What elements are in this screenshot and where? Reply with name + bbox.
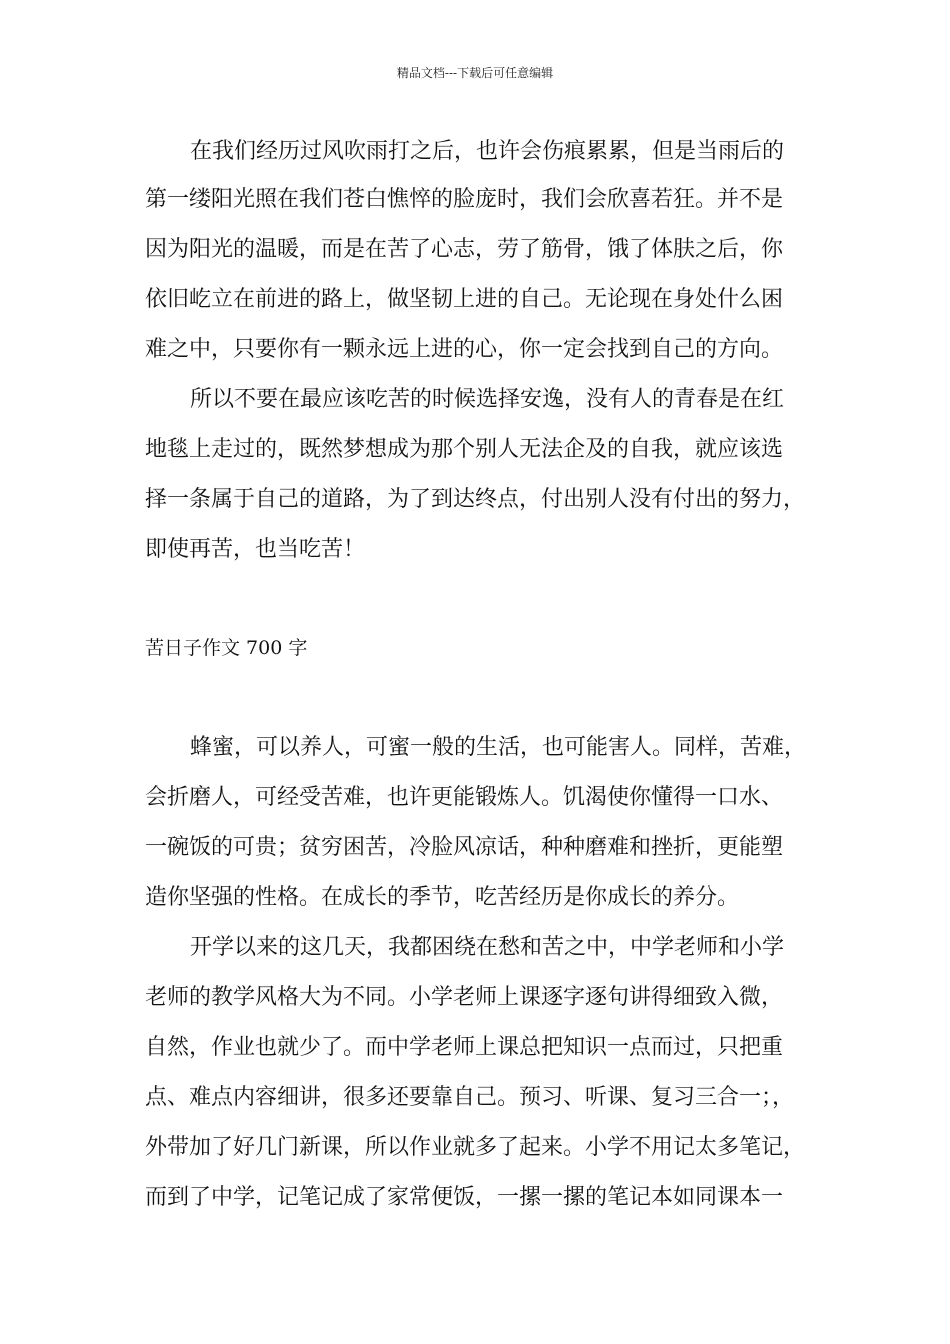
paragraph-3-line-4: 造你坚强的性格。在成长的季节，吃苦经历是你成长的养分。 <box>145 885 740 910</box>
paragraph-2-line-2: 地毯上走过的，既然梦想成为那个别人无法企及的自我，就应该选 <box>145 437 784 462</box>
paragraph-4-line-6: 而到了中学，记笔记成了家常便饭，一摞一摞的笔记本如同课本一 <box>145 1185 784 1210</box>
paragraph-2-line-3: 择一条属于自己的道路，为了到达终点，付出别人没有付出的努力， <box>145 487 806 512</box>
paragraph-3-line-3: 一碗饭的可贵；贫穷困苦，冷脸风凉话，种种磨难和挫折，更能塑 <box>145 835 784 860</box>
paragraph-3-line-2: 会折磨人，可经受苦难，也许更能锻炼人。饥渴使你懂得一口水、 <box>145 785 784 810</box>
paragraph-4-line-1: 开学以来的这几天，我都困绕在愁和苦之中，中学老师和小学 <box>190 935 785 960</box>
page-header: 精品文档---下载后可任意编辑 <box>396 66 554 80</box>
paragraph-2-line-4: 即使再苦，也当吃苦！ <box>145 537 366 562</box>
paragraph-1-line-4: 依旧屹立在前进的路上，做坚韧上进的自己。无论现在身处什么困 <box>145 287 784 312</box>
paragraph-4-line-5: 外带加了好几门新课，所以作业就多了起来。小学不用记太多笔记， <box>145 1135 806 1160</box>
paragraph-1-line-3: 因为阳光的温暖，而是在苦了心志，劳了筋骨，饿了体肤之后，你 <box>145 237 784 262</box>
section-title: 苦日子作文 700 字 <box>145 637 308 659</box>
paragraph-1-line-2: 第一缕阳光照在我们苍白憔悴的脸庞时，我们会欣喜若狂。并不是 <box>145 187 784 212</box>
paragraph-1-line-1: 在我们经历过风吹雨打之后，也许会伤痕累累，但是当雨后的 <box>190 139 785 164</box>
paragraph-4-line-2: 老师的教学风格大为不同。小学老师上课逐字逐句讲得细致入微， <box>145 985 784 1010</box>
paragraph-4-line-3: 自然，作业也就少了。而中学老师上课总把知识一点而过，只把重 <box>145 1035 784 1060</box>
paragraph-2-line-1: 所以不要在最应该吃苦的时候选择安逸，没有人的青春是在红 <box>190 387 785 412</box>
paragraph-3-line-1: 蜂蜜，可以养人，可蜜一般的生活，也可能害人。同样，苦难， <box>190 735 807 760</box>
paragraph-4-line-4: 点、难点内容细讲，很多还要靠自己。预习、听课、复习三合一；， <box>145 1085 795 1110</box>
paragraph-1-line-5: 难之中，只要你有一颗永远上进的心，你一定会找到自己的方向。 <box>145 337 784 362</box>
